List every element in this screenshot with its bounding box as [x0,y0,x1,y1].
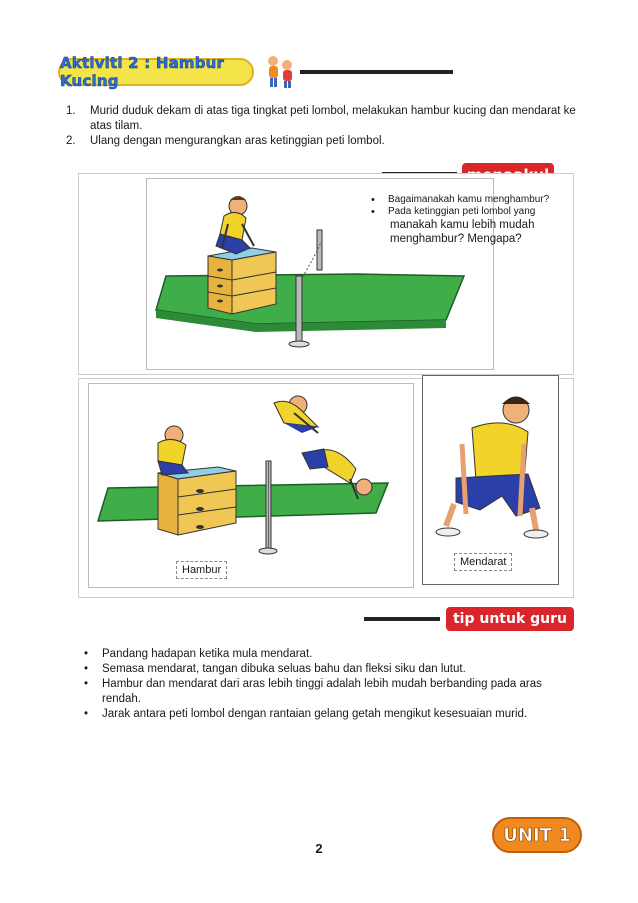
mendarat-label: Mendarat [454,553,512,571]
question-continuation: manakah kamu lebih mudah menghambur? Mengapa? [390,219,535,245]
instruction-item: 2. Ulang dengan mengurangkan aras ketinggian peti lombol. [66,135,385,147]
unit-label: UNIT 1 [503,824,571,846]
tips-list [80,647,580,722]
instruction-item: 1. Murid duduk dekam di atas tiga tingkat peti lombol, melakukan hambur kucing dan mendarat ke atas tilam. [66,105,576,132]
hambur-illustration [88,383,414,588]
children-icon [262,52,298,90]
tip-item: • Pandang hadapan ketika mula mendarat. [80,647,580,662]
unit-badge [492,817,582,853]
question-item: • Pada ketinggian peti lombol yang [368,206,568,218]
menaakul-questions [368,194,568,246]
tips-rule [364,617,440,621]
tip-item: • Hambur dan mendarat dari aras lebih tinggi adalah lebih mudah berbanding pada aras rendah. [80,677,580,707]
mendarat-illustration [432,384,550,544]
header-rule [300,70,453,74]
page-number: 2 [315,841,323,856]
tip-item: • Jarak antara peti lombol dengan rantaian gelang getah mengikut kesesuaian murid. [80,707,580,722]
activity-title: Aktiviti 2 : Hambur Kucing [60,54,225,90]
instruction-list [66,104,586,149]
activity-title-badge [58,54,254,90]
tip-item: • Semasa mendarat, tangan dibuka seluas bahu dan fleksi siku dan lutut. [80,662,580,677]
question-item: • Bagaimanakah kamu menghambur? [368,194,568,206]
tips-tag: tip untuk guru [446,607,574,631]
hambur-label: Hambur [176,561,227,579]
